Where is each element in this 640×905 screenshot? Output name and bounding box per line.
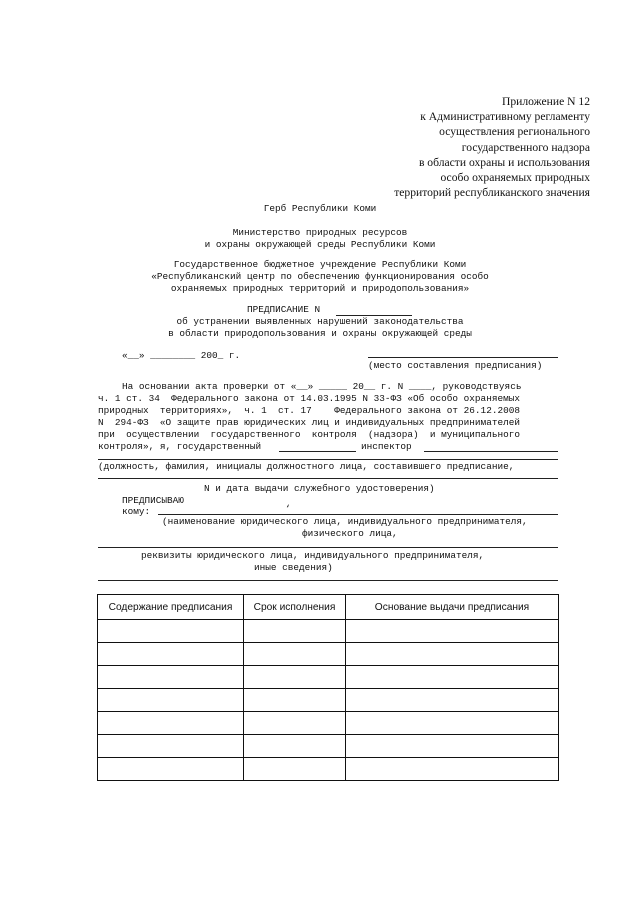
recipient-line-3 xyxy=(98,580,558,581)
table-cell[interactable] xyxy=(346,643,559,666)
official-line xyxy=(98,459,558,460)
to-whom-label: кому: xyxy=(122,506,151,517)
column-header-content: Содержание предписания xyxy=(98,595,244,620)
column-header-deadline: Срок исполнения xyxy=(244,595,346,620)
table-header-row xyxy=(98,595,559,620)
body-line-5: при осуществлении государственного контроля (надзора) и муниципального xyxy=(98,429,520,440)
appendix-line: территорий республиканского значения xyxy=(394,186,590,200)
appendix-block xyxy=(394,94,590,200)
appendix-line: осуществления регионального xyxy=(439,125,590,139)
inspector-rank-line xyxy=(279,451,356,452)
body-line-1: На основании акта проверки от «__» _____ 20__ г. N ____, руководствуясь xyxy=(122,381,522,392)
table-cell[interactable] xyxy=(98,758,244,781)
table-row xyxy=(98,758,559,781)
institution-line-1: Государственное бюджетное учреждение Республики Коми xyxy=(173,259,467,270)
table-cell[interactable] xyxy=(98,620,244,643)
place-line xyxy=(368,357,558,358)
table-cell[interactable] xyxy=(98,666,244,689)
table-cell[interactable] xyxy=(244,758,346,781)
body-line-2: ч. 1 ст. 34 Федерального закона от 14.03.1995 N 33-ФЗ «Об особо охраняемых xyxy=(98,393,520,404)
table-row xyxy=(98,689,559,712)
prescription-table xyxy=(97,594,559,781)
appendix-line: государственного надзора xyxy=(461,140,590,154)
table-row xyxy=(98,666,559,689)
appendix-line: к Административному регламенту xyxy=(420,110,590,124)
recipient-caption-4: иные сведения) xyxy=(254,562,333,573)
appendix-line: Приложение N 12 xyxy=(502,95,590,108)
body-line-6: контроля», я, государственный xyxy=(98,441,262,452)
institution-line-2: «Республиканский центр по обеспечению функционирования особо xyxy=(151,271,489,282)
recipient-caption-1: (наименование юридического лица, индивидуального предпринимателя, xyxy=(162,516,528,527)
body-line-6-inspector: инспектор xyxy=(361,441,412,452)
table-cell[interactable] xyxy=(244,620,346,643)
recipient-line xyxy=(158,514,558,515)
table-cell[interactable] xyxy=(346,735,559,758)
appendix-line: в области охраны и использования xyxy=(418,155,590,169)
table-cell[interactable] xyxy=(244,643,346,666)
place-caption: (место составления предписания) xyxy=(368,360,543,371)
table-row xyxy=(98,620,559,643)
recipient-caption-3: реквизиты юридического лица, индивидуального предпринимателя, xyxy=(141,550,485,561)
prescription-subtitle-1: об устранении выявленных нарушений законодательства xyxy=(176,316,464,327)
column-header-basis: Основание выдачи предписания xyxy=(346,595,559,620)
appendix-line: особо охраняемых природных xyxy=(440,171,590,185)
table-cell[interactable] xyxy=(244,689,346,712)
official-caption-2: N и дата выдачи служебного удостоверения) xyxy=(204,483,435,494)
stray-mark: ‘ xyxy=(285,503,291,514)
body-line-4: N 294-ФЗ «О защите прав юридических лиц и индивидуальных предпринимателей xyxy=(98,417,520,428)
body-line-3: природных территориях», ч. 1 ст. 17 Федерального закона от 26.12.2008 xyxy=(98,405,520,416)
table-row xyxy=(98,735,559,758)
official-line-2 xyxy=(98,478,558,479)
table-body xyxy=(98,620,559,781)
table-cell[interactable] xyxy=(346,620,559,643)
institution-line-3: охраняемых природных территорий и природопользования» xyxy=(170,283,470,294)
table-cell[interactable] xyxy=(244,666,346,689)
table-row xyxy=(98,643,559,666)
coat-of-arms-caption: Герб Республики Коми xyxy=(263,203,377,214)
table-cell[interactable] xyxy=(346,666,559,689)
inspector-name-line xyxy=(424,451,558,452)
table-cell[interactable] xyxy=(98,689,244,712)
date-field: «__» ________ 200_ г. xyxy=(122,350,241,361)
official-caption-1: (должность, фамилия, инициалы должностного лица, составившего предписание, xyxy=(98,461,515,472)
table-cell[interactable] xyxy=(244,735,346,758)
table-row xyxy=(98,712,559,735)
table-cell[interactable] xyxy=(244,712,346,735)
ministry-line-1: Министерство природных ресурсов xyxy=(232,227,408,238)
table-cell[interactable] xyxy=(98,643,244,666)
table-cell[interactable] xyxy=(98,735,244,758)
table-cell[interactable] xyxy=(346,758,559,781)
recipient-caption-2: физического лица, xyxy=(302,528,398,539)
prescribe-label: ПРЕДПИСЫВАЮ xyxy=(122,495,184,506)
table-cell[interactable] xyxy=(346,712,559,735)
table-cell[interactable] xyxy=(346,689,559,712)
prescription-subtitle-2: в области природопользования и охраны окружающей среды xyxy=(168,328,472,339)
recipient-line-2 xyxy=(98,547,558,548)
ministry-line-2: и охраны окружающей среды Республики Коми xyxy=(204,239,436,250)
table-cell[interactable] xyxy=(98,712,244,735)
prescription-title: ПРЕДПИСАНИЕ N xyxy=(247,304,321,315)
